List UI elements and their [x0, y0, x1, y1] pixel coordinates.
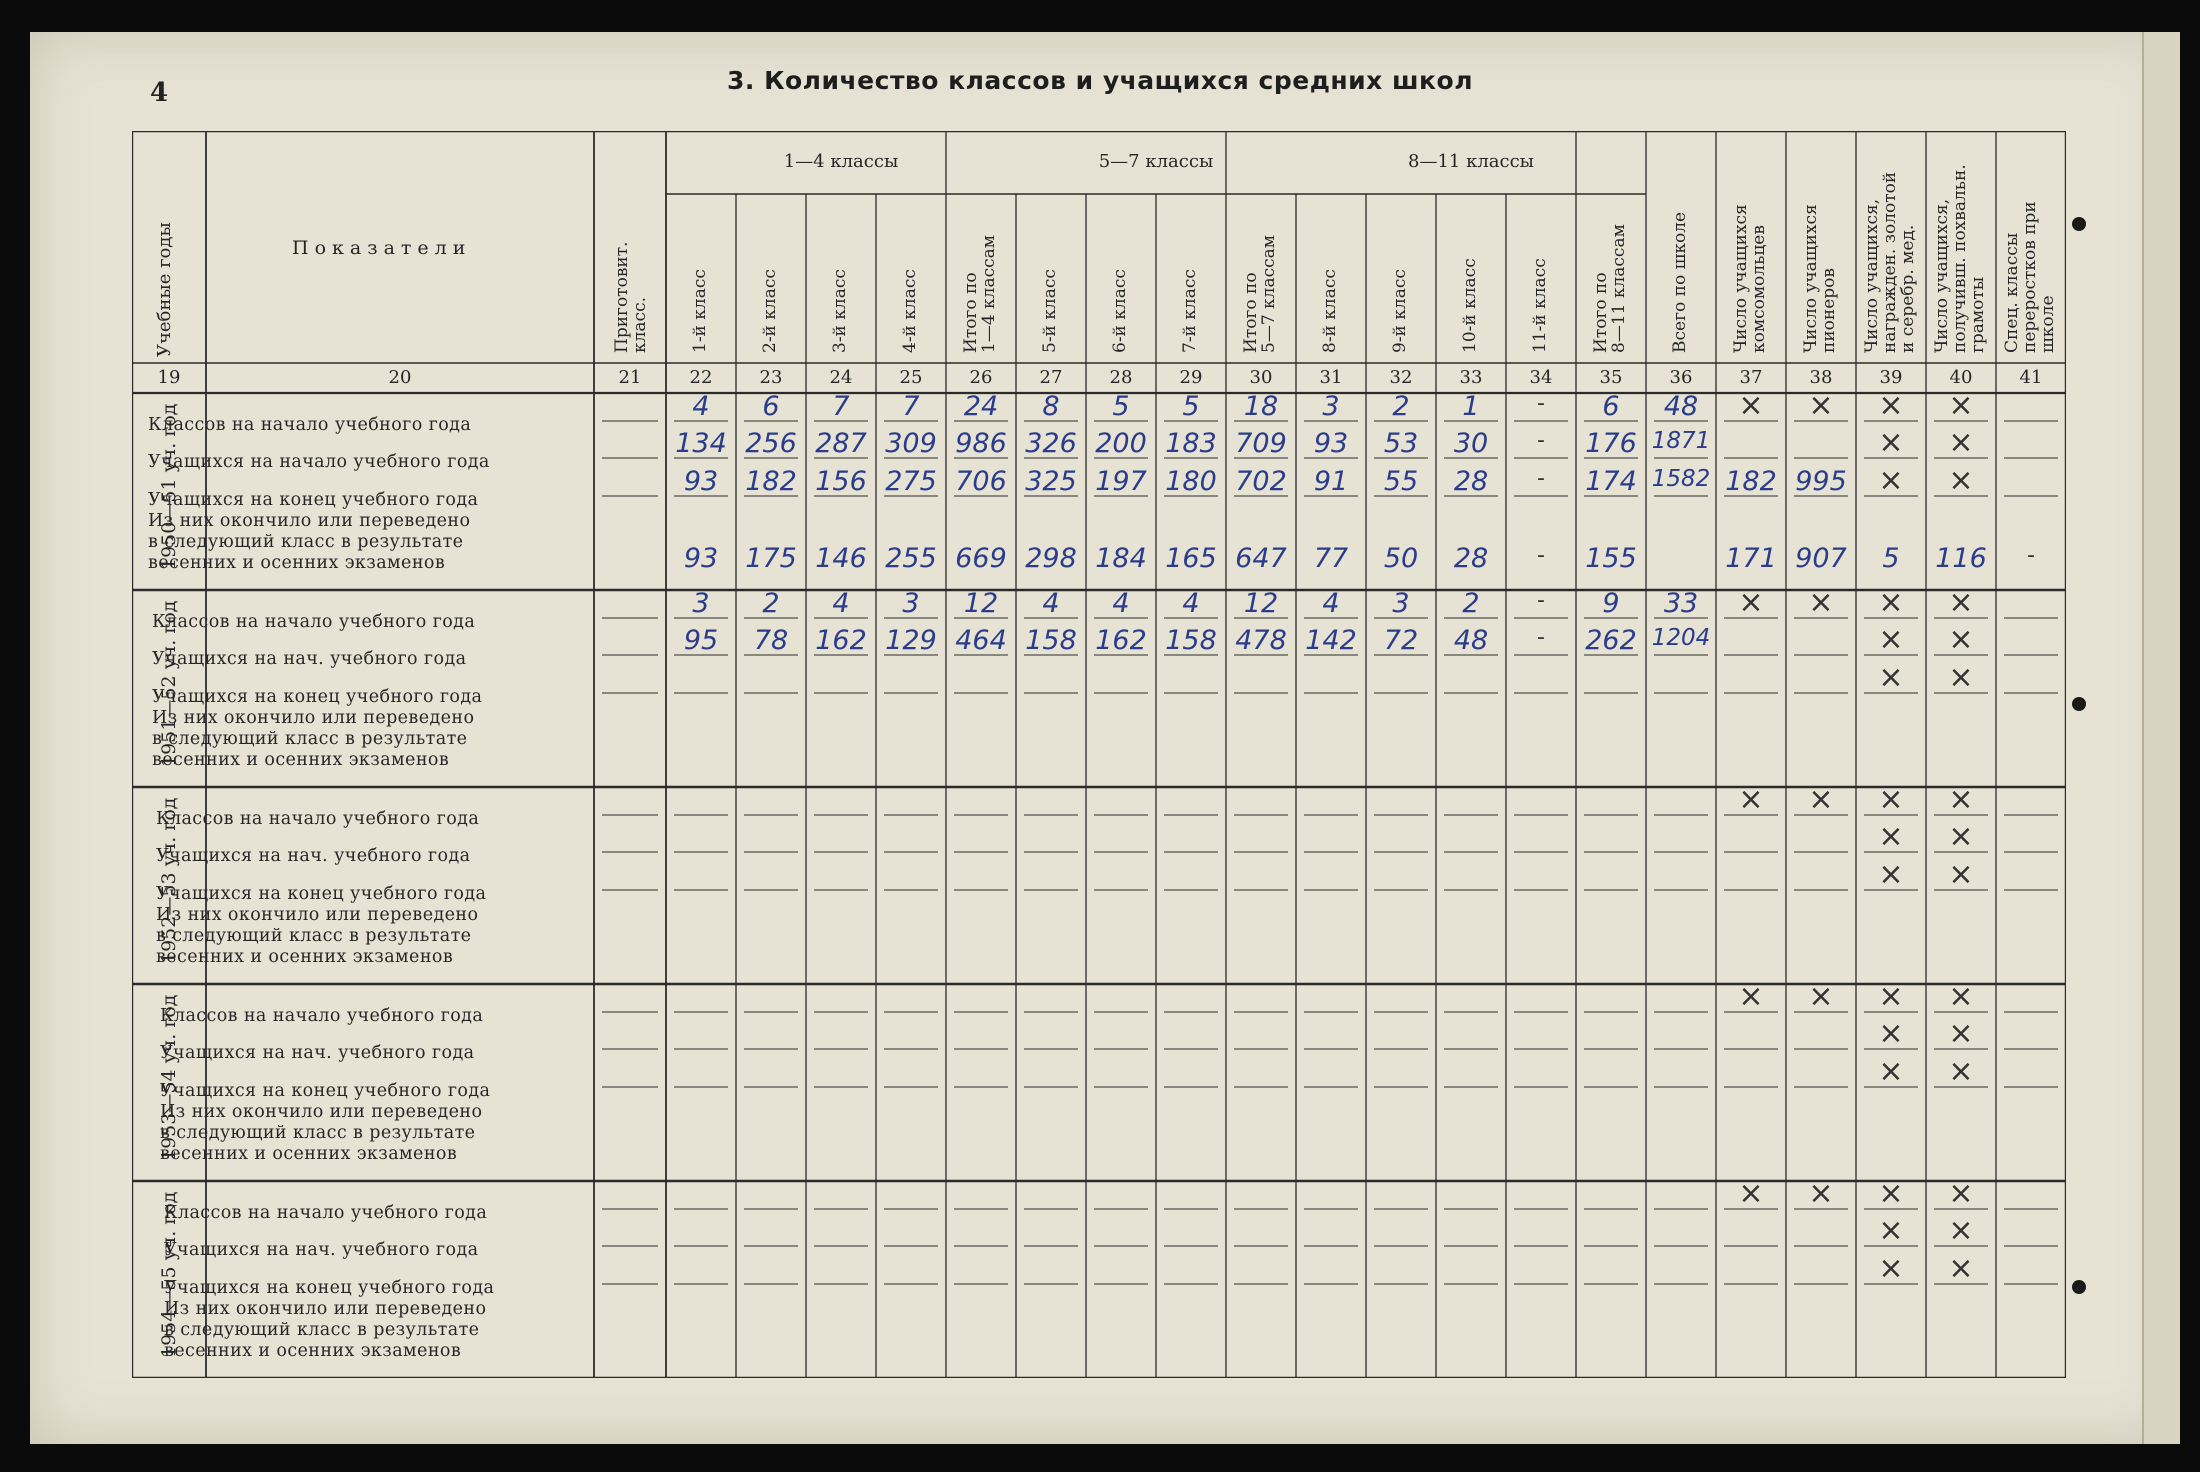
- handwritten-students-end: 28: [1453, 466, 1489, 497]
- indicator-label: Классов на начало учебного года: [148, 415, 472, 435]
- handwritten-students-end: 182: [745, 466, 797, 497]
- years-column-header: Учебные годы: [154, 222, 175, 357]
- column-number: 24: [829, 367, 853, 388]
- cross-mark: ×: [1948, 425, 1974, 460]
- class-group-header: 1—4 классы: [783, 151, 899, 172]
- column-header: 8-й класс: [1320, 269, 1340, 353]
- handwritten-students-start: 1871: [1651, 428, 1711, 454]
- handwritten-classes: 7: [832, 391, 850, 422]
- handwritten-students-start: 309: [885, 428, 937, 459]
- handwritten-students-end: 55: [1383, 466, 1419, 497]
- indicator-label: в следующий класс в результате: [160, 1123, 476, 1143]
- cross-mark: ×: [1808, 585, 1834, 620]
- cross-mark: ×: [1878, 979, 1904, 1014]
- cross-mark: ×: [1948, 782, 1974, 817]
- handwritten-classes: 4: [832, 588, 850, 619]
- column-header: 2-й класс: [760, 269, 780, 353]
- column-number: 25: [899, 367, 923, 388]
- indicator-label: весенних и осенних экзаменов: [152, 750, 450, 770]
- binding-hole: [2072, 217, 2086, 231]
- handwritten-students-start: 30: [1453, 428, 1489, 459]
- column-header: Число учащихся, награжден. золотой и серебр. мед.: [1862, 171, 1918, 353]
- indicator-label: в следующий класс в результате: [148, 532, 464, 552]
- handwritten-passed: 298: [1025, 543, 1077, 574]
- handwritten-students-start: 464: [955, 625, 1007, 656]
- handwritten-classes: 5: [1112, 391, 1130, 422]
- indicators-column-header: Показатели: [292, 237, 472, 259]
- binding-hole: [2072, 1280, 2086, 1294]
- page-title: 3. Количество классов и учащихся средних школ: [726, 66, 1474, 95]
- column-header: 1-й класс: [690, 269, 710, 353]
- indicator-label: Учащихся на конец учебного года: [152, 687, 483, 707]
- column-number: 20: [388, 367, 412, 388]
- handwritten-classes: 4: [1182, 588, 1200, 619]
- indicator-label: Из них окончило или переведено: [164, 1299, 487, 1319]
- handwritten-students-start: 142: [1305, 625, 1357, 656]
- handwritten-classes: 2: [1392, 391, 1410, 422]
- handwritten-students-end: 91: [1313, 466, 1349, 497]
- handwritten-passed: 77: [1313, 543, 1349, 574]
- handwritten-passed: -: [1537, 543, 1545, 568]
- cross-mark: ×: [1878, 585, 1904, 620]
- cross-mark: ×: [1738, 585, 1764, 620]
- cross-mark: ×: [1878, 782, 1904, 817]
- handwritten-classes: 3: [902, 588, 920, 619]
- cross-mark: ×: [1878, 425, 1904, 460]
- handwritten-students-start: 262: [1585, 625, 1637, 656]
- handwritten-students-end: 275: [885, 466, 937, 497]
- handwritten-classes: 4: [1112, 588, 1130, 619]
- column-header: 6-й класс: [1110, 269, 1130, 353]
- handwritten-students-start: 478: [1235, 625, 1287, 656]
- cross-mark: ×: [1948, 388, 1974, 423]
- handwritten-students-start: 287: [815, 428, 867, 459]
- handwritten-passed: 171: [1725, 543, 1777, 574]
- column-number: 31: [1319, 367, 1343, 388]
- handwritten-passed: 5: [1882, 543, 1900, 574]
- handwritten-students-start: 129: [885, 625, 937, 656]
- indicator-label: Классов на начало учебного года: [156, 809, 480, 829]
- column-header: Итого по 8—11 классам: [1591, 224, 1629, 353]
- handwritten-students-end: 702: [1235, 466, 1287, 497]
- cross-mark: ×: [1808, 782, 1834, 817]
- cross-mark: ×: [1738, 1176, 1764, 1211]
- handwritten-students-end: 1582: [1651, 466, 1711, 492]
- cross-mark: ×: [1948, 1213, 1974, 1248]
- cross-mark: ×: [1878, 819, 1904, 854]
- handwritten-students-end: 197: [1095, 466, 1147, 497]
- handwritten-students-start: 326: [1025, 428, 1077, 459]
- cross-mark: ×: [1948, 819, 1974, 854]
- column-number: 34: [1529, 367, 1553, 388]
- indicator-label: в следующий класс в результате: [152, 729, 468, 749]
- handwritten-classes: 1: [1462, 391, 1480, 422]
- handwritten-classes: 33: [1663, 588, 1699, 619]
- cross-mark: ×: [1948, 979, 1974, 1014]
- class-group-header: 8—11 классы: [1408, 151, 1534, 172]
- cross-mark: ×: [1878, 388, 1904, 423]
- year-label: 1954—55 уч. год: [158, 1191, 180, 1358]
- handwritten-students-end: 156: [815, 466, 867, 497]
- cross-mark: ×: [1878, 1054, 1904, 1089]
- handwritten-classes: 2: [1462, 588, 1480, 619]
- cross-mark: ×: [1948, 622, 1974, 657]
- column-number: 22: [689, 367, 713, 388]
- statistics-table: [132, 131, 2066, 1378]
- prep-class-header: Приготовит. класс.: [612, 241, 650, 353]
- handwritten-students-start: 95: [683, 625, 719, 656]
- cross-mark: ×: [1878, 1213, 1904, 1248]
- handwritten-students-start: 158: [1025, 625, 1077, 656]
- year-label: 1950—51 уч. год: [158, 403, 180, 570]
- column-number: 30: [1249, 367, 1273, 388]
- handwritten-classes: 24: [963, 391, 999, 422]
- handwritten-passed: 184: [1095, 543, 1147, 574]
- handwritten-passed: 93: [683, 543, 719, 574]
- handwritten-classes: 5: [1182, 391, 1200, 422]
- indicator-label: Из них окончило или переведено: [156, 905, 479, 925]
- handwritten-students-end: -: [1537, 466, 1545, 491]
- handwritten-passed: 255: [885, 543, 937, 574]
- indicator-label: Учащихся на нач. учебного года: [152, 649, 467, 669]
- column-header: 10-й класс: [1460, 258, 1480, 353]
- handwritten-students-start: 93: [1313, 428, 1349, 459]
- indicator-label: в следующий класс в результате: [156, 926, 472, 946]
- handwritten-students-start: 709: [1235, 428, 1287, 459]
- handwritten-classes: 6: [1602, 391, 1620, 422]
- cross-mark: ×: [1878, 660, 1904, 695]
- handwritten-passed: 116: [1935, 543, 1987, 574]
- column-number: 36: [1669, 367, 1693, 388]
- indicator-label: Учащихся на конец учебного года: [156, 884, 487, 904]
- cross-mark: ×: [1878, 463, 1904, 498]
- year-label: 1953—54 уч. год: [158, 994, 180, 1161]
- cross-mark: ×: [1948, 585, 1974, 620]
- column-number: 26: [969, 367, 993, 388]
- indicator-label: Учащихся на конец учебного года: [148, 490, 479, 510]
- handwritten-classes: 12: [1243, 588, 1279, 619]
- handwritten-students-end: 706: [955, 466, 1007, 497]
- indicator-label: Учащихся на нач. учебного года: [160, 1043, 475, 1063]
- column-number: 33: [1459, 367, 1483, 388]
- indicator-label: Из них окончило или переведено: [152, 708, 475, 728]
- indicator-label: Учащихся на нач. учебного года: [156, 846, 471, 866]
- indicator-label: Из них окончило или переведено: [148, 511, 471, 531]
- cross-mark: ×: [1948, 1176, 1974, 1211]
- column-header: Число учащихся пионеров: [1801, 204, 1839, 353]
- cross-mark: ×: [1948, 463, 1974, 498]
- cross-mark: ×: [1948, 857, 1974, 892]
- column-number: 23: [759, 367, 783, 388]
- column-number: 27: [1039, 367, 1063, 388]
- cross-mark: ×: [1808, 979, 1834, 1014]
- handwritten-passed: 28: [1453, 543, 1489, 574]
- handwritten-classes: 8: [1042, 391, 1060, 422]
- cross-mark: ×: [1878, 1016, 1904, 1051]
- column-header: 4-й класс: [900, 269, 920, 353]
- indicator-label: Классов на начало учебного года: [160, 1006, 484, 1026]
- handwritten-students-start: 256: [745, 428, 797, 459]
- indicator-label: Классов на начало учебного года: [164, 1203, 488, 1223]
- handwritten-students-start: 986: [955, 428, 1007, 459]
- cross-mark: ×: [1948, 1251, 1974, 1286]
- handwritten-classes: 3: [1392, 588, 1410, 619]
- column-header: 7-й класс: [1180, 269, 1200, 353]
- handwritten-students-start: 72: [1383, 625, 1419, 656]
- handwritten-students-start: 48: [1453, 625, 1489, 656]
- column-number: 39: [1879, 367, 1903, 388]
- handwritten-passed: -: [2027, 543, 2035, 568]
- handwritten-passed: 155: [1585, 543, 1637, 574]
- column-header: 9-й класс: [1390, 269, 1410, 353]
- handwritten-passed: 165: [1165, 543, 1217, 574]
- handwritten-students-start: 162: [815, 625, 867, 656]
- handwritten-students-end: 182: [1725, 466, 1777, 497]
- handwritten-students-start: 176: [1585, 428, 1637, 459]
- cross-mark: ×: [1948, 1054, 1974, 1089]
- cross-mark: ×: [1878, 1251, 1904, 1286]
- binding-hole: [2072, 697, 2086, 711]
- handwritten-passed: 175: [745, 543, 797, 574]
- cross-mark: ×: [1808, 388, 1834, 423]
- cross-mark: ×: [1948, 660, 1974, 695]
- handwritten-students-start: 134: [675, 428, 727, 459]
- handwritten-classes: 4: [692, 391, 710, 422]
- handwritten-classes: 12: [963, 588, 999, 619]
- handwritten-students-start: 53: [1383, 428, 1419, 459]
- handwritten-passed: 647: [1235, 543, 1287, 574]
- cross-mark: ×: [1878, 1176, 1904, 1211]
- handwritten-passed: 50: [1383, 543, 1419, 574]
- column-header: Число учащихся, получивш. похвальн. грамоты: [1932, 164, 1988, 353]
- year-label: 1951—52 уч. год: [158, 600, 180, 767]
- handwritten-students-start: -: [1537, 625, 1545, 650]
- column-header: 3-й класс: [830, 269, 850, 353]
- cross-mark: ×: [1738, 388, 1764, 423]
- handwritten-passed: 146: [815, 543, 867, 574]
- indicator-label: Учащихся на конец учебного года: [160, 1081, 491, 1101]
- handwritten-students-start: 162: [1095, 625, 1147, 656]
- handwritten-students-end: 325: [1025, 466, 1077, 497]
- column-header: Всего по школе: [1670, 211, 1690, 353]
- column-number: 19: [157, 367, 181, 388]
- indicator-label: Из них окончило или переведено: [160, 1102, 483, 1122]
- column-number: 38: [1809, 367, 1833, 388]
- handwritten-students-start: 158: [1165, 625, 1217, 656]
- column-header: Спец. классы переростков при школе: [2002, 201, 2058, 353]
- column-header: Итого по 1—4 классам: [961, 235, 999, 353]
- column-number: 41: [2019, 367, 2043, 388]
- handwritten-students-start: 200: [1095, 428, 1147, 459]
- column-number: 28: [1109, 367, 1133, 388]
- handwritten-classes: 2: [762, 588, 780, 619]
- handwritten-classes: 3: [1322, 391, 1340, 422]
- handwritten-classes: -: [1537, 588, 1545, 613]
- handwritten-students-end: 995: [1795, 466, 1847, 497]
- cross-mark: ×: [1878, 622, 1904, 657]
- handwritten-classes: 9: [1602, 588, 1620, 619]
- cross-mark: ×: [1738, 979, 1764, 1014]
- handwritten-students-start: 78: [753, 625, 789, 656]
- handwritten-students-end: 180: [1165, 466, 1217, 497]
- cross-mark: ×: [1738, 782, 1764, 817]
- handwritten-passed: 907: [1795, 543, 1847, 574]
- indicator-label: Классов на начало учебного года: [152, 612, 476, 632]
- handwritten-passed: 669: [955, 543, 1007, 574]
- cross-mark: ×: [1948, 1016, 1974, 1051]
- column-header: Итого по 5—7 классам: [1241, 235, 1279, 353]
- cross-mark: ×: [1808, 1176, 1834, 1211]
- page-number: 4: [150, 78, 169, 108]
- handwritten-students-start: 1204: [1651, 625, 1711, 651]
- handwritten-students-end: 93: [683, 466, 719, 497]
- column-number: 40: [1949, 367, 1973, 388]
- handwritten-classes: 4: [1322, 588, 1340, 619]
- handwritten-students-end: 174: [1585, 466, 1637, 497]
- column-number: 32: [1389, 367, 1413, 388]
- handwritten-classes: -: [1537, 391, 1545, 416]
- indicator-label: в следующий класс в результате: [164, 1320, 480, 1340]
- handwritten-students-start: -: [1537, 428, 1545, 453]
- handwritten-classes: 6: [762, 391, 780, 422]
- handwritten-classes: 18: [1243, 391, 1279, 422]
- column-header: 5-й класс: [1040, 269, 1060, 353]
- indicator-label: Учащихся на начало учебного года: [148, 452, 490, 472]
- indicator-label: весенних и осенних экзаменов: [156, 947, 454, 967]
- column-header: 11-й класс: [1530, 258, 1550, 353]
- page-edge: [2142, 32, 2180, 1444]
- class-group-header: 5—7 классы: [1098, 151, 1214, 172]
- column-number: 21: [618, 367, 642, 388]
- year-label: 1952—53 уч. год: [158, 797, 180, 964]
- indicator-label: весенних и осенних экзаменов: [160, 1144, 458, 1164]
- column-number: 37: [1739, 367, 1763, 388]
- cross-mark: ×: [1878, 857, 1904, 892]
- handwritten-classes: 3: [692, 588, 710, 619]
- handwritten-classes: 7: [902, 391, 920, 422]
- indicator-label: Учащихся на нач. учебного года: [164, 1240, 479, 1260]
- handwritten-students-start: 183: [1165, 428, 1217, 459]
- column-number: 29: [1179, 367, 1203, 388]
- handwritten-classes: 48: [1663, 391, 1699, 422]
- indicator-label: весенних и осенних экзаменов: [164, 1341, 462, 1361]
- handwritten-classes: 4: [1042, 588, 1060, 619]
- column-header: Число учащихся комсомольцев: [1731, 204, 1769, 353]
- column-number: 35: [1599, 367, 1623, 388]
- indicator-label: весенних и осенних экзаменов: [148, 553, 446, 573]
- indicator-label: Учащихся на конец учебного года: [164, 1278, 495, 1298]
